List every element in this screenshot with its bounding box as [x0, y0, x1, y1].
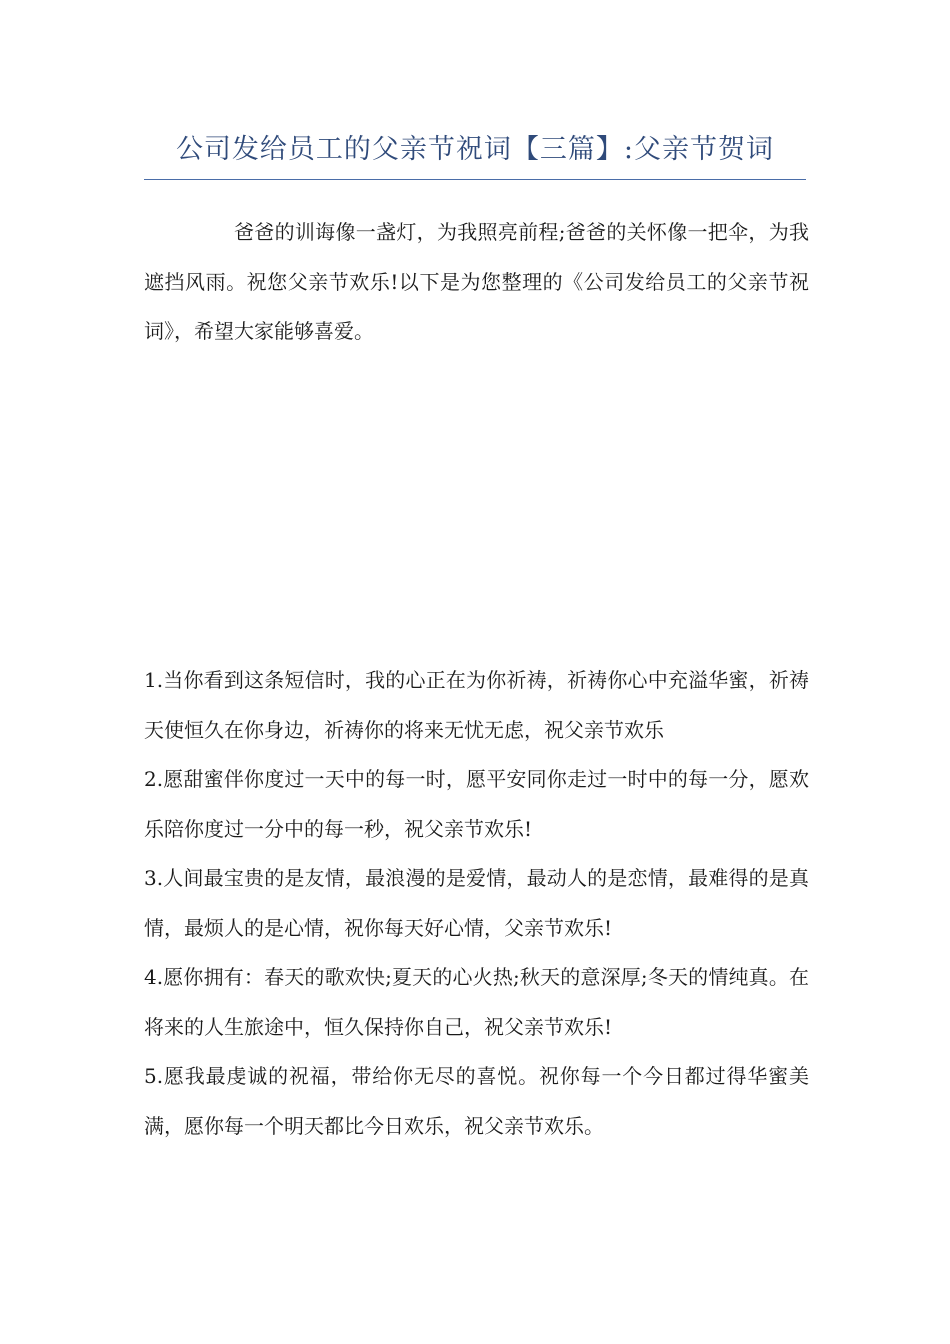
list-item: 2.愿甜蜜伴你度过一天中的每一时，愿平安同你走过一时中的每一分，愿欢乐陪你度过一分中的每一秒，祝父亲节欢乐! [144, 767, 809, 841]
intro-paragraph: 爸爸的训诲像一盏灯，为我照亮前程;爸爸的关怀像一把伞，为我遮挡风雨。祝您父亲节欢乐!以下是为您整理的《公司发给员工的父亲节祝词》，希望大家能够喜爱。 [144, 220, 809, 343]
list-item: 3.人间最宝贵的是友情，最浪漫的是爱情，最动人的是恋情，最难得的是真情，最烦人的是心情，祝你每天好心情，父亲节欢乐! [144, 866, 809, 940]
list-item: 5.愿我最虔诚的祝福，带给你无尽的喜悦。祝你每一个今日都过得华蜜美满，愿你每一个明天都比今日欢乐，祝父亲节欢乐。 [144, 1064, 809, 1138]
list-item: 4.愿你拥有：春天的歌欢快;夏天的心火热;秋天的意深厚;冬天的情纯真。在将来的人生旅途中，恒久保持你自己，祝父亲节欢乐! [144, 965, 809, 1039]
list-item: 1.当你看到这条短信时，我的心正在为你祈祷，祈祷你心中充溢华蜜，祈祷天使恒久在你身边，祈祷你的将来无忧无虑，祝父亲节欢乐 [144, 668, 809, 742]
page-title: 公司发给员工的父亲节祝词【三篇】:父亲节贺词 [175, 134, 775, 165]
title-underline [144, 179, 806, 180]
greeting-list [144, 656, 809, 1151]
